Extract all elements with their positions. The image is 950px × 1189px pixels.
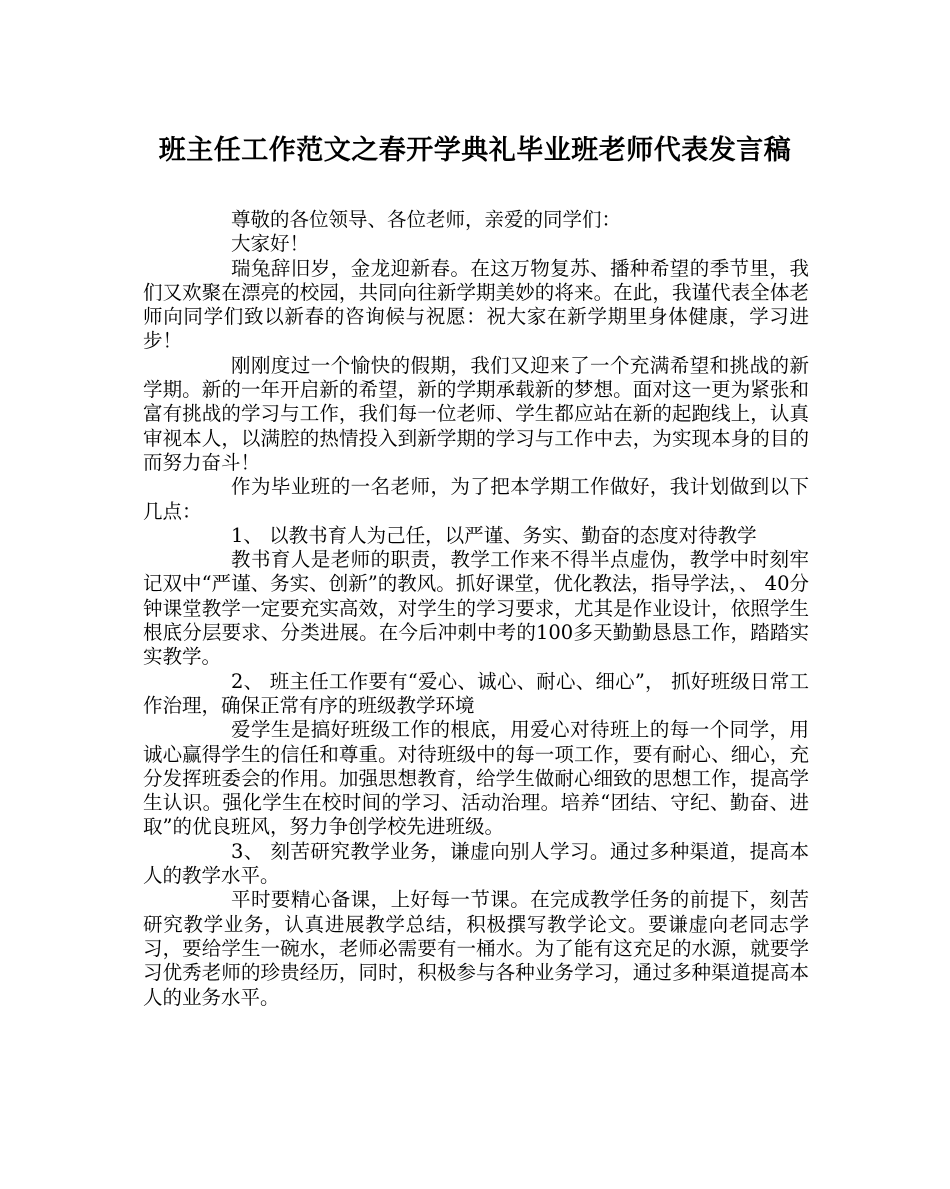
document-title: 班主任工作范文之春开学典礼毕业班老师代表发言稿 xyxy=(158,135,792,166)
body-paragraph: 瑞兔辞旧岁，金龙迎新春。在这万物复苏、播种希望的季节里，我们又欢聚在漂亮的校园，共同向往新学期美妙的将来。在此，我谨代表全体老师向同学们致以新春的咨询候与祝愿：祝大家在新学期里身体健康，学习进步！ xyxy=(143,256,809,353)
body-paragraph: 作为毕业班的一名老师，为了把本学期工作做好，我计划做到以下几点： xyxy=(143,475,809,523)
body-paragraph: 教书育人是老师的职责，教学工作来不得半点虚伪，教学中时刻牢记双中“严谨、务实、创新”的教风。抓好课堂，优化教法，指导学法，、 40分钟课堂教学一定要充实高效，对学生的学习要求，尤其是作业设计，依照学生根底分层要求、分类进展。在今后冲刺中考的100多天勤勤恳恳工作，踏踏实实教学。 xyxy=(143,548,809,669)
salutation-paragraph: 尊敬的各位领导、各位老师，亲爱的同学们： xyxy=(231,208,622,231)
section-heading: 3、 刻苦研究教学业务，谦虚向别人学习。通过多种渠道，提高本人的教学水平。 xyxy=(143,839,809,888)
body-paragraph: 刚刚度过一个愉快的假期，我们又迎来了一个充满希望和挑战的新学期。新的一年开启新的希望，新的学期承载新的梦想。面对这一更为紧张和富有挑战的学习与工作，我们每一位老师、学生都应站在新的起跑线上，认真审视本人，以满腔的热情投入到新学期的学习与工作中去，为实现本身的目的而努力奋斗！ xyxy=(143,353,809,474)
document-body xyxy=(143,208,809,1010)
section-heading: 2、 班主任工作要有“爱心、诚心、耐心、细心”， 抓好班级日常工作治理，确保正常有序的班级教学环境 xyxy=(143,669,809,717)
body-paragraph: 平时要精心备课，上好每一节课。在完成教学任务的前提下，刻苦研究教学业务，认真进展教学总结，积极撰写教学论文。要谦虚向老同志学习，要给学生一碗水，老师必需要有一桶水。为了能有这充足的水源，就要学习优秀老师的珍贵经历，同时，积极参与各种业务学习，通过多种渠道提高本人的业务水平。 xyxy=(143,888,809,1009)
section-heading: 1、 以教书育人为己任，以严谨、务实、勤奋的态度对待教学 xyxy=(231,523,757,547)
greeting-paragraph: 大家好！ xyxy=(231,232,310,256)
body-paragraph: 爱学生是搞好班级工作的根底，用爱心对待班上的每一个同学，用诚心赢得学生的信任和尊重。对待班级中的每一项工作，要有耐心、细心，充分发挥班委会的作用。加强思想教育，给学生做耐心细致的思想工作，提高学生认识。强化学生在校时间的学习、活动治理。培养“团结、守纪、勤奋、进取”的优良班风，努力争创学校先进班级。 xyxy=(143,718,809,839)
